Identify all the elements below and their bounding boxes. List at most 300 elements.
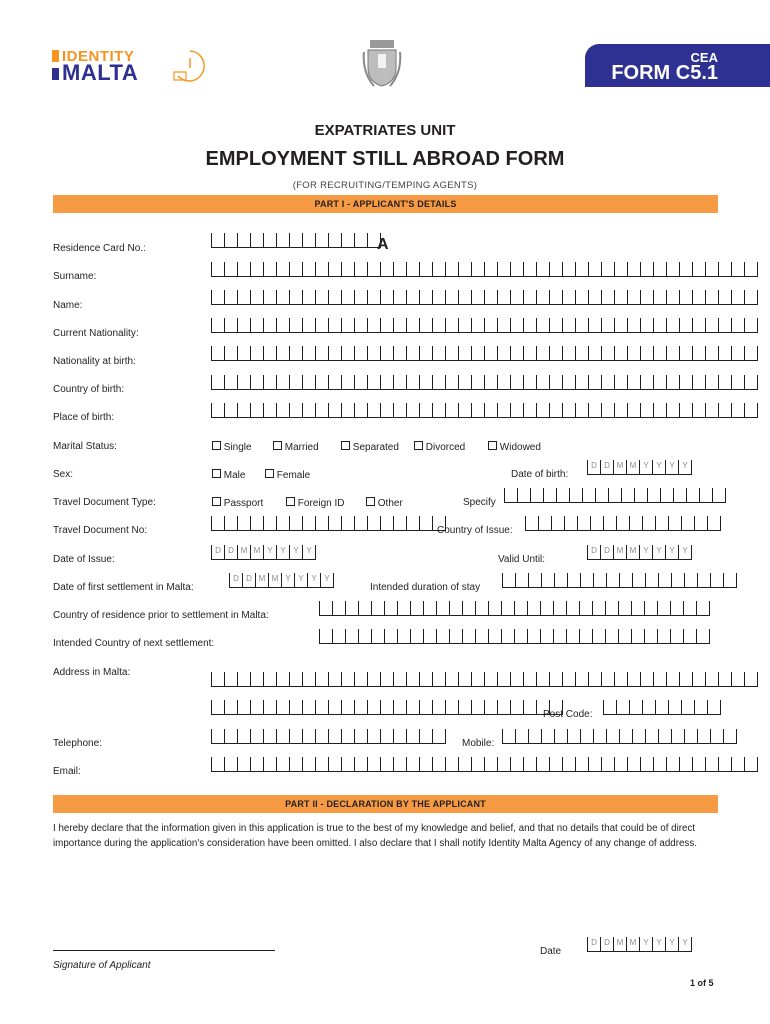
- char-box[interactable]: M: [626, 545, 639, 560]
- char-box[interactable]: [527, 629, 540, 644]
- char-box[interactable]: [315, 262, 328, 277]
- char-box[interactable]: [354, 290, 367, 305]
- char-box[interactable]: [224, 403, 237, 418]
- char-box[interactable]: [536, 375, 549, 390]
- char-box[interactable]: [367, 516, 380, 531]
- char-box[interactable]: [627, 262, 640, 277]
- char-box[interactable]: [328, 262, 341, 277]
- char-box[interactable]: [211, 262, 224, 277]
- char-box[interactable]: [679, 375, 692, 390]
- char-box[interactable]: [445, 375, 458, 390]
- char-box[interactable]: D: [229, 573, 242, 588]
- char-box[interactable]: [432, 375, 445, 390]
- char-box[interactable]: [497, 757, 510, 772]
- char-box[interactable]: [712, 488, 726, 503]
- char-box[interactable]: [588, 375, 601, 390]
- char-box[interactable]: [211, 318, 224, 333]
- char-box[interactable]: [406, 700, 419, 715]
- char-box[interactable]: [449, 601, 462, 616]
- char-box[interactable]: [645, 729, 658, 744]
- char-box[interactable]: [315, 403, 328, 418]
- char-box[interactable]: [211, 729, 224, 744]
- char-box[interactable]: [380, 516, 393, 531]
- char-box[interactable]: [354, 262, 367, 277]
- char-box[interactable]: [367, 672, 380, 687]
- char-box[interactable]: [588, 346, 601, 361]
- char-box[interactable]: [345, 601, 358, 616]
- char-box[interactable]: [315, 516, 328, 531]
- char-box[interactable]: [445, 672, 458, 687]
- char-box[interactable]: [393, 403, 406, 418]
- valid-until-input[interactable]: [587, 545, 692, 559]
- char-box[interactable]: [510, 757, 523, 772]
- char-box[interactable]: [384, 629, 397, 644]
- char-box[interactable]: [510, 318, 523, 333]
- char-box[interactable]: [250, 729, 263, 744]
- char-box[interactable]: [224, 290, 237, 305]
- char-box[interactable]: [393, 346, 406, 361]
- char-box[interactable]: [328, 757, 341, 772]
- char-box[interactable]: M: [626, 460, 639, 475]
- char-box[interactable]: [536, 672, 549, 687]
- char-box[interactable]: [393, 729, 406, 744]
- char-box[interactable]: [517, 488, 530, 503]
- char-box[interactable]: [471, 290, 484, 305]
- char-box[interactable]: [380, 262, 393, 277]
- char-box[interactable]: [497, 346, 510, 361]
- mobile-input[interactable]: [502, 729, 737, 743]
- char-box[interactable]: [528, 729, 541, 744]
- char-box[interactable]: [593, 729, 606, 744]
- char-box[interactable]: [406, 729, 419, 744]
- char-box[interactable]: [224, 375, 237, 390]
- char-box[interactable]: [640, 375, 653, 390]
- char-box[interactable]: [380, 700, 393, 715]
- char-box[interactable]: [562, 375, 575, 390]
- char-box[interactable]: [302, 318, 315, 333]
- char-box[interactable]: [302, 403, 315, 418]
- char-box[interactable]: [224, 262, 237, 277]
- char-box[interactable]: [523, 290, 536, 305]
- char-box[interactable]: [367, 403, 380, 418]
- char-box[interactable]: [510, 375, 523, 390]
- char-box[interactable]: [731, 290, 744, 305]
- char-box[interactable]: [644, 629, 657, 644]
- travel-no-input[interactable]: [211, 516, 446, 530]
- char-box[interactable]: [601, 672, 614, 687]
- char-box[interactable]: [436, 601, 449, 616]
- char-box[interactable]: [341, 318, 354, 333]
- char-box[interactable]: [575, 346, 588, 361]
- char-box[interactable]: [588, 757, 601, 772]
- char-box[interactable]: [679, 757, 692, 772]
- travel-option-foreign-id[interactable]: Foreign ID: [286, 497, 344, 509]
- char-box[interactable]: [705, 346, 718, 361]
- char-box[interactable]: [653, 757, 666, 772]
- char-box[interactable]: [276, 290, 289, 305]
- char-box[interactable]: [606, 573, 619, 588]
- char-box[interactable]: [616, 516, 629, 531]
- char-box[interactable]: [341, 375, 354, 390]
- char-box[interactable]: [549, 290, 562, 305]
- country-birth-input[interactable]: [211, 375, 758, 389]
- checkbox-icon[interactable]: [212, 441, 221, 450]
- char-box[interactable]: [710, 573, 723, 588]
- char-box[interactable]: [276, 233, 289, 248]
- char-box[interactable]: [744, 346, 758, 361]
- char-box[interactable]: [684, 729, 697, 744]
- char-box[interactable]: [605, 629, 618, 644]
- char-box[interactable]: [697, 573, 710, 588]
- char-box[interactable]: [536, 318, 549, 333]
- char-box[interactable]: [250, 516, 263, 531]
- char-box[interactable]: [549, 318, 562, 333]
- char-box[interactable]: [484, 672, 497, 687]
- char-box[interactable]: [328, 700, 341, 715]
- char-box[interactable]: [536, 290, 549, 305]
- char-box[interactable]: [380, 318, 393, 333]
- char-box[interactable]: [458, 290, 471, 305]
- char-box[interactable]: [302, 346, 315, 361]
- char-box[interactable]: [668, 700, 681, 715]
- char-box[interactable]: [632, 729, 645, 744]
- char-box[interactable]: [354, 346, 367, 361]
- char-box[interactable]: [471, 318, 484, 333]
- char-box[interactable]: [263, 757, 276, 772]
- char-box[interactable]: D: [211, 545, 224, 560]
- char-box[interactable]: [250, 318, 263, 333]
- char-box[interactable]: [410, 629, 423, 644]
- char-box[interactable]: [419, 700, 432, 715]
- char-box[interactable]: [471, 262, 484, 277]
- char-box[interactable]: [744, 290, 758, 305]
- char-box[interactable]: [432, 346, 445, 361]
- char-box[interactable]: [567, 729, 580, 744]
- surname-input[interactable]: [211, 262, 758, 276]
- char-box[interactable]: [679, 403, 692, 418]
- char-box[interactable]: [354, 672, 367, 687]
- char-box[interactable]: [580, 573, 593, 588]
- char-box[interactable]: [436, 629, 449, 644]
- char-box[interactable]: Y: [302, 545, 316, 560]
- char-box[interactable]: [588, 290, 601, 305]
- char-box[interactable]: [608, 488, 621, 503]
- char-box[interactable]: [423, 629, 436, 644]
- char-box[interactable]: [354, 516, 367, 531]
- char-box[interactable]: [601, 290, 614, 305]
- char-box[interactable]: [302, 262, 315, 277]
- char-box[interactable]: [315, 700, 328, 715]
- char-box[interactable]: [471, 346, 484, 361]
- char-box[interactable]: [629, 516, 642, 531]
- char-box[interactable]: [718, 290, 731, 305]
- char-box[interactable]: [567, 573, 580, 588]
- char-box[interactable]: [432, 516, 446, 531]
- char-box[interactable]: [432, 262, 445, 277]
- intended-duration-input[interactable]: [502, 573, 737, 587]
- char-box[interactable]: [640, 318, 653, 333]
- checkbox-icon[interactable]: [212, 469, 221, 478]
- char-box[interactable]: [731, 375, 744, 390]
- char-box[interactable]: [419, 516, 432, 531]
- char-box[interactable]: [744, 318, 758, 333]
- char-box[interactable]: [263, 729, 276, 744]
- char-box[interactable]: [367, 729, 380, 744]
- char-box[interactable]: [575, 262, 588, 277]
- char-box[interactable]: [224, 233, 237, 248]
- char-box[interactable]: [666, 290, 679, 305]
- char-box[interactable]: [603, 516, 616, 531]
- char-box[interactable]: [484, 318, 497, 333]
- char-box[interactable]: [666, 262, 679, 277]
- char-box[interactable]: [497, 290, 510, 305]
- specify-input[interactable]: [504, 488, 726, 502]
- char-box[interactable]: [393, 700, 406, 715]
- char-box[interactable]: [525, 516, 538, 531]
- residence-card-input[interactable]: [211, 233, 381, 247]
- char-box[interactable]: [319, 601, 332, 616]
- char-box[interactable]: Y: [678, 937, 692, 952]
- char-box[interactable]: [614, 318, 627, 333]
- char-box[interactable]: [289, 672, 302, 687]
- char-box[interactable]: [484, 262, 497, 277]
- char-box[interactable]: [744, 262, 758, 277]
- char-box[interactable]: [497, 375, 510, 390]
- char-box[interactable]: [406, 516, 419, 531]
- char-box[interactable]: [458, 375, 471, 390]
- char-box[interactable]: [328, 375, 341, 390]
- post-code-input[interactable]: [603, 700, 721, 714]
- char-box[interactable]: M: [268, 573, 281, 588]
- char-box[interactable]: [458, 346, 471, 361]
- char-box[interactable]: [484, 346, 497, 361]
- char-box[interactable]: [380, 375, 393, 390]
- char-box[interactable]: [593, 573, 606, 588]
- char-box[interactable]: [250, 290, 263, 305]
- char-box[interactable]: [367, 700, 380, 715]
- char-box[interactable]: [488, 629, 501, 644]
- char-box[interactable]: [341, 233, 354, 248]
- char-box[interactable]: [666, 672, 679, 687]
- char-box[interactable]: [744, 375, 758, 390]
- char-box[interactable]: [718, 375, 731, 390]
- char-box[interactable]: Y: [281, 573, 294, 588]
- checkbox-icon[interactable]: [341, 441, 350, 450]
- char-box[interactable]: [549, 375, 562, 390]
- char-box[interactable]: [510, 262, 523, 277]
- char-box[interactable]: [315, 318, 328, 333]
- char-box[interactable]: [406, 375, 419, 390]
- char-box[interactable]: [707, 516, 721, 531]
- char-box[interactable]: [367, 375, 380, 390]
- char-box[interactable]: [276, 346, 289, 361]
- char-box[interactable]: [681, 516, 694, 531]
- char-box[interactable]: [614, 403, 627, 418]
- char-box[interactable]: [263, 346, 276, 361]
- char-box[interactable]: [619, 729, 632, 744]
- char-box[interactable]: [718, 262, 731, 277]
- char-box[interactable]: [354, 375, 367, 390]
- char-box[interactable]: D: [600, 460, 613, 475]
- signature-line[interactable]: [53, 950, 275, 951]
- char-box[interactable]: [354, 318, 367, 333]
- char-box[interactable]: [601, 346, 614, 361]
- char-box[interactable]: [718, 403, 731, 418]
- char-box[interactable]: [653, 346, 666, 361]
- char-box[interactable]: [575, 672, 588, 687]
- char-box[interactable]: [462, 601, 475, 616]
- char-box[interactable]: M: [255, 573, 268, 588]
- char-box[interactable]: [657, 601, 670, 616]
- char-box[interactable]: [601, 375, 614, 390]
- char-box[interactable]: [332, 629, 345, 644]
- address-line2-input[interactable]: [211, 700, 563, 714]
- char-box[interactable]: [549, 700, 563, 715]
- char-box[interactable]: [523, 403, 536, 418]
- char-box[interactable]: [384, 601, 397, 616]
- char-box[interactable]: [627, 672, 640, 687]
- char-box[interactable]: [289, 729, 302, 744]
- char-box[interactable]: [445, 700, 458, 715]
- char-box[interactable]: [616, 700, 629, 715]
- char-box[interactable]: [276, 672, 289, 687]
- char-box[interactable]: [523, 757, 536, 772]
- char-box[interactable]: [549, 403, 562, 418]
- char-box[interactable]: [554, 729, 567, 744]
- char-box[interactable]: Y: [294, 573, 307, 588]
- char-box[interactable]: [510, 672, 523, 687]
- char-box[interactable]: [632, 573, 645, 588]
- char-box[interactable]: [432, 318, 445, 333]
- char-box[interactable]: [666, 403, 679, 418]
- nationality-birth-input[interactable]: [211, 346, 758, 360]
- char-box[interactable]: [551, 516, 564, 531]
- char-box[interactable]: [497, 262, 510, 277]
- char-box[interactable]: [406, 290, 419, 305]
- char-box[interactable]: [514, 601, 527, 616]
- char-box[interactable]: [289, 290, 302, 305]
- char-box[interactable]: [562, 318, 575, 333]
- char-box[interactable]: [627, 403, 640, 418]
- char-box[interactable]: [397, 601, 410, 616]
- char-box[interactable]: [432, 729, 446, 744]
- char-box[interactable]: M: [613, 545, 626, 560]
- char-box[interactable]: [710, 729, 723, 744]
- char-box[interactable]: [289, 262, 302, 277]
- char-box[interactable]: [471, 672, 484, 687]
- char-box[interactable]: [276, 375, 289, 390]
- char-box[interactable]: [744, 672, 758, 687]
- char-box[interactable]: [380, 290, 393, 305]
- char-box[interactable]: [569, 488, 582, 503]
- char-box[interactable]: [406, 403, 419, 418]
- char-box[interactable]: [579, 629, 592, 644]
- char-box[interactable]: [315, 729, 328, 744]
- char-box[interactable]: [614, 375, 627, 390]
- date-issue-input[interactable]: [211, 545, 316, 559]
- char-box[interactable]: [645, 573, 658, 588]
- char-box[interactable]: [541, 573, 554, 588]
- char-box[interactable]: [211, 375, 224, 390]
- char-box[interactable]: [683, 601, 696, 616]
- char-box[interactable]: [580, 729, 593, 744]
- char-box[interactable]: [577, 516, 590, 531]
- char-box[interactable]: [731, 318, 744, 333]
- char-box[interactable]: [237, 233, 250, 248]
- checkbox-icon[interactable]: [366, 497, 375, 506]
- char-box[interactable]: [670, 629, 683, 644]
- char-box[interactable]: [449, 629, 462, 644]
- char-box[interactable]: [367, 318, 380, 333]
- char-box[interactable]: [393, 516, 406, 531]
- char-box[interactable]: [692, 290, 705, 305]
- char-box[interactable]: [523, 346, 536, 361]
- char-box[interactable]: [634, 488, 647, 503]
- char-box[interactable]: [718, 346, 731, 361]
- char-box[interactable]: Y: [678, 545, 692, 560]
- char-box[interactable]: [640, 403, 653, 418]
- char-box[interactable]: [419, 672, 432, 687]
- char-box[interactable]: [497, 672, 510, 687]
- char-box[interactable]: [458, 262, 471, 277]
- char-box[interactable]: [566, 601, 579, 616]
- char-box[interactable]: [575, 375, 588, 390]
- char-box[interactable]: [679, 318, 692, 333]
- char-box[interactable]: [341, 757, 354, 772]
- char-box[interactable]: [705, 375, 718, 390]
- char-box[interactable]: [614, 757, 627, 772]
- char-box[interactable]: [692, 375, 705, 390]
- char-box[interactable]: [502, 729, 515, 744]
- char-box[interactable]: [549, 346, 562, 361]
- char-box[interactable]: [705, 757, 718, 772]
- char-box[interactable]: [224, 729, 237, 744]
- char-box[interactable]: [224, 346, 237, 361]
- char-box[interactable]: [670, 601, 683, 616]
- char-box[interactable]: [666, 375, 679, 390]
- char-box[interactable]: [211, 516, 224, 531]
- char-box[interactable]: [660, 488, 673, 503]
- char-box[interactable]: [302, 672, 315, 687]
- char-box[interactable]: [528, 573, 541, 588]
- char-box[interactable]: M: [626, 937, 639, 952]
- char-box[interactable]: [666, 318, 679, 333]
- char-box[interactable]: [419, 346, 432, 361]
- char-box[interactable]: [614, 262, 627, 277]
- char-box[interactable]: [510, 290, 523, 305]
- char-box[interactable]: [341, 700, 354, 715]
- char-box[interactable]: Y: [652, 545, 665, 560]
- char-box[interactable]: [627, 290, 640, 305]
- char-box[interactable]: [582, 488, 595, 503]
- marital-option-married[interactable]: Married: [273, 441, 319, 453]
- char-box[interactable]: [250, 672, 263, 687]
- char-box[interactable]: [692, 757, 705, 772]
- char-box[interactable]: [458, 672, 471, 687]
- char-box[interactable]: [315, 672, 328, 687]
- char-box[interactable]: [686, 488, 699, 503]
- char-box[interactable]: [692, 318, 705, 333]
- char-box[interactable]: [501, 629, 514, 644]
- char-box[interactable]: [315, 290, 328, 305]
- char-box[interactable]: [250, 262, 263, 277]
- char-box[interactable]: [211, 403, 224, 418]
- char-box[interactable]: [731, 403, 744, 418]
- char-box[interactable]: [692, 672, 705, 687]
- char-box[interactable]: [354, 233, 367, 248]
- char-box[interactable]: [276, 318, 289, 333]
- char-box[interactable]: [501, 601, 514, 616]
